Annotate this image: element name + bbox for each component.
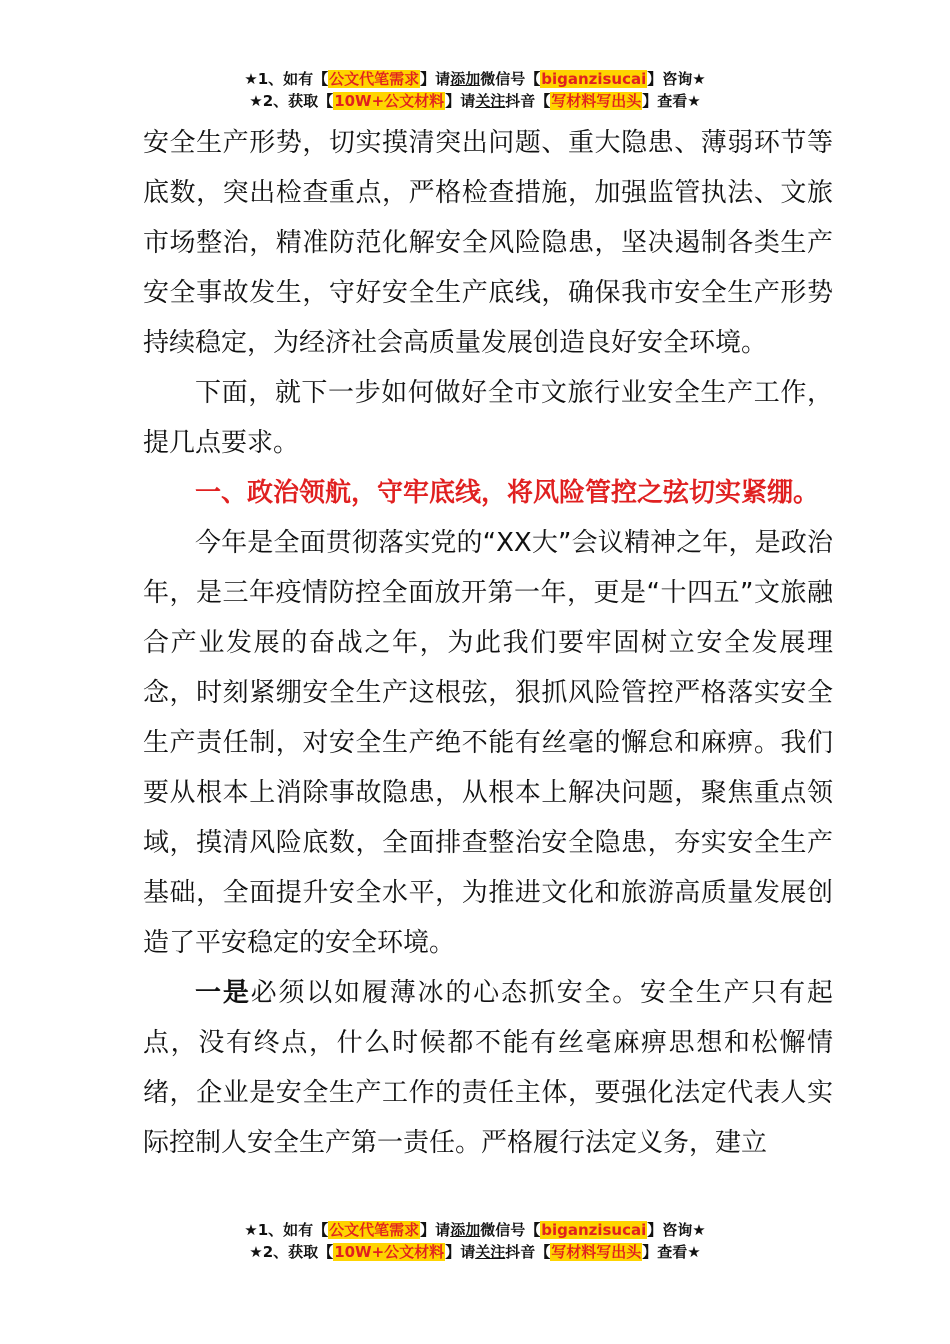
banner-highlight: 写材料写出头 xyxy=(551,1243,642,1261)
paragraph-lead: 一是 xyxy=(195,978,251,1008)
banner-text: 微信号【 xyxy=(480,1221,541,1239)
section-heading: 一、政治领航，守牢底线，将风险管控之弦切实紧绷。 xyxy=(195,478,820,508)
body-paragraph xyxy=(143,968,833,1168)
banner-text: 】请 xyxy=(445,92,476,110)
header-banner xyxy=(0,68,950,112)
banner-text: 】查看★ xyxy=(642,1243,701,1261)
banner-highlight: 10W+公文材料 xyxy=(334,1243,445,1261)
banner-text: 抖音【 xyxy=(505,92,551,110)
body-paragraph: 今年是全面贯彻落实党的“XX大”会议精神之年，是政治年，是三年疫情防控全面放开第一年，更是“十四五”文旅融合产业发展的奋战之年，为此我们要牢固树立安全发展理念，时刻紧绷安全生产这根弦，狠抓风险管控严格落实安全生产责任制，对安全生产绝不能有丝毫的懈怠和麻痹。我们要从根本上消除事故隐患，从根本上解决问题，聚焦重点领域，摸清风险底数，全面排查整治安全隐患，夯实安全生产基础，全面提升安全水平，为推进文化和旅游高质量发展创造了平安稳定的安全环境。 xyxy=(143,528,833,958)
banner-line-1 xyxy=(0,1219,950,1241)
banner-highlight: 写材料写出头 xyxy=(551,92,642,110)
banner-line-2 xyxy=(0,90,950,112)
paragraph-text: 必须以如履薄冰的心态抓安全。安全生产只有起点，没有终点，什么时候都不能有丝毫麻痹思想和松懈情绪，企业是安全生产工作的责任主体，要强化法定代表人实际控制人安全生产第一责任。严格履行法定义务，建立 xyxy=(143,978,833,1158)
banner-text: ★2、获取【 xyxy=(249,92,334,110)
banner-underline: 添加 xyxy=(450,1221,481,1239)
banner-underline: 添加 xyxy=(450,70,481,88)
banner-text: 】咨询★ xyxy=(647,70,706,88)
banner-text: 】请 xyxy=(420,70,451,88)
body-paragraph: 下面，就下一步如何做好全市文旅行业安全生产工作，提几点要求。 xyxy=(143,378,833,458)
banner-text: 】请 xyxy=(420,1221,451,1239)
banner-text: 】查看★ xyxy=(642,92,701,110)
banner-highlight: 公文代笔需求 xyxy=(329,70,420,88)
document-body xyxy=(143,118,833,1168)
banner-highlight: biganzisucai xyxy=(541,1221,647,1239)
banner-line-2 xyxy=(0,1241,950,1263)
footer-banner xyxy=(0,1219,950,1263)
banner-text: 微信号【 xyxy=(480,70,541,88)
banner-text: ★1、如有【 xyxy=(244,70,329,88)
banner-underline: 关注 xyxy=(475,92,506,110)
banner-text: 】咨询★ xyxy=(647,1221,706,1239)
banner-line-1 xyxy=(0,68,950,90)
banner-highlight: 公文代笔需求 xyxy=(329,1221,420,1239)
banner-text: 】请 xyxy=(445,1243,476,1261)
banner-highlight: 10W+公文材料 xyxy=(334,92,445,110)
banner-text: ★1、如有【 xyxy=(244,1221,329,1239)
banner-underline: 关注 xyxy=(475,1243,506,1261)
body-paragraph: 安全生产形势，切实摸清突出问题、重大隐患、薄弱环节等底数，突出检查重点，严格检查措施，加强监管执法、文旅市场整治，精准防范化解安全风险隐患，坚决遏制各类生产安全事故发生，守好安全生产底线，确保我市安全生产形势持续稳定，为经济社会高质量发展创造良好安全环境。 xyxy=(143,128,833,358)
banner-text: 抖音【 xyxy=(505,1243,551,1261)
banner-text: ★2、获取【 xyxy=(249,1243,334,1261)
banner-highlight: biganzisucai xyxy=(541,70,647,88)
